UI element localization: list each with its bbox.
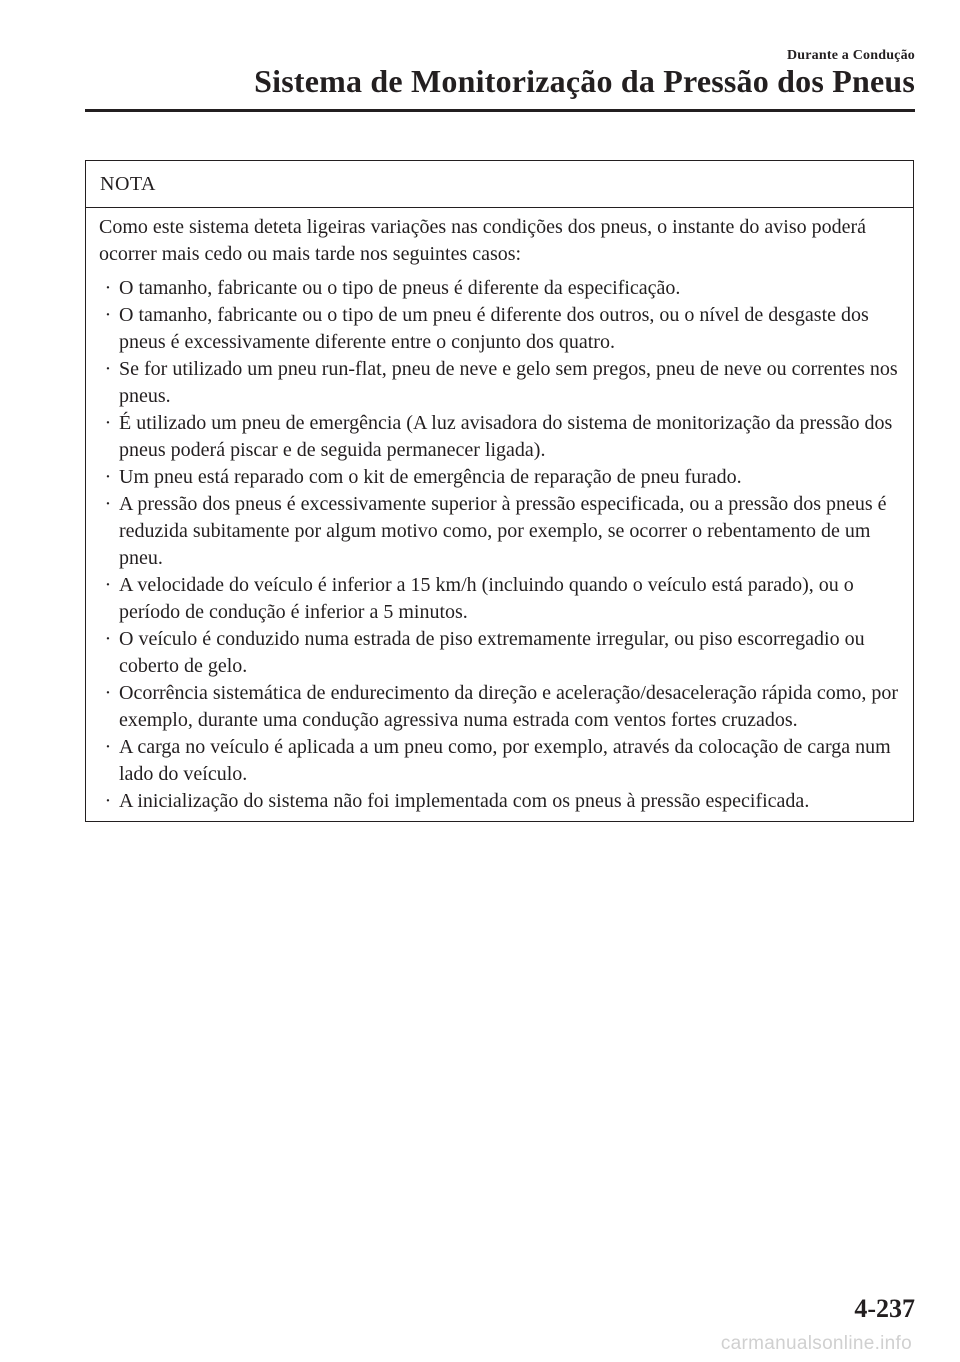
list-item (99, 572, 899, 626)
list-item-text: A pressão dos pneus é excessivamente superior à pressão especificada, ou a pressão dos pneus é reduzida subitamente por algum motivo como, por exemplo, se ocorrer o rebentamento de um pneu. (119, 493, 887, 569)
bullet-icon: · (104, 466, 112, 488)
list-item (99, 734, 899, 788)
bullet-icon: · (104, 682, 112, 704)
list-item-text: A inicialização do sistema não foi implementada com os pneus à pressão especificada. (119, 790, 810, 812)
list-item (99, 491, 899, 572)
bullet-icon: · (104, 412, 112, 434)
list-item-text: A carga no veículo é aplicada a um pneu como, por exemplo, através da colocação de carga num lado do veículo. (119, 736, 891, 785)
list-item (99, 680, 899, 734)
list-item (99, 302, 899, 356)
list-item (99, 626, 899, 680)
note-intro: Como este sistema deteta ligeiras variações nas condições dos pneus, o instante do aviso poderá ocorrer mais cedo ou mais tarde nos seguintes casos: (99, 216, 867, 265)
list-item (99, 410, 899, 464)
bullet-icon: · (104, 358, 112, 380)
bullet-icon: · (104, 277, 112, 299)
list-item (99, 464, 899, 491)
bullet-icon: · (104, 628, 112, 650)
list-item (99, 788, 899, 815)
note-heading: NOTA (86, 161, 913, 208)
list-item (99, 356, 899, 410)
list-item-text: É utilizado um pneu de emergência (A luz avisadora do sistema de monitorização da pressão dos pneus poderá piscar e de seguida permanecer ligada). (119, 412, 893, 461)
bullet-icon: · (104, 790, 112, 812)
list-item-text: O veículo é conduzido numa estrada de piso extremamente irregular, ou piso escorregadio ou coberto de gelo. (119, 628, 865, 677)
bullet-icon: · (104, 736, 112, 758)
watermark: carmanualsonline.info (720, 1333, 912, 1354)
page-number: 4-237 (854, 1294, 915, 1323)
note-body (86, 208, 913, 821)
list-item-text: Ocorrência sistemática de endurecimento da direção e aceleração/desaceleração rápida como, por exemplo, durante uma condução agressiva numa estrada com ventos fortes cruzados. (119, 682, 898, 731)
list-item-text: A velocidade do veículo é inferior a 15 km/h (incluindo quando o veículo está parado), ou o período de condução é inferior a 5 minutos. (119, 574, 854, 623)
list-item-text: O tamanho, fabricante ou o tipo de pneus é diferente da especificação. (119, 277, 681, 299)
title-divider (85, 109, 915, 112)
bullet-icon: · (104, 304, 112, 326)
note-list (99, 275, 899, 815)
bullet-icon: · (104, 493, 112, 515)
list-item-text: O tamanho, fabricante ou o tipo de um pneu é diferente dos outros, ou o nível de desgaste dos pneus é excessivamente diferente entre o conjunto dos quatro. (119, 304, 869, 353)
page-title: Sistema de Monitorização da Pressão dos Pneus (254, 63, 915, 99)
list-item-text: Se for utilizado um pneu run-flat, pneu de neve e gelo sem pregos, pneu de neve ou correntes nos pneus. (119, 358, 898, 407)
list-item-text: Um pneu está reparado com o kit de emergência de reparação de pneu furado. (119, 466, 742, 488)
note-box (85, 160, 914, 822)
list-item (99, 275, 899, 302)
section-label: Durante a Condução (786, 48, 915, 63)
bullet-icon: · (104, 574, 112, 596)
